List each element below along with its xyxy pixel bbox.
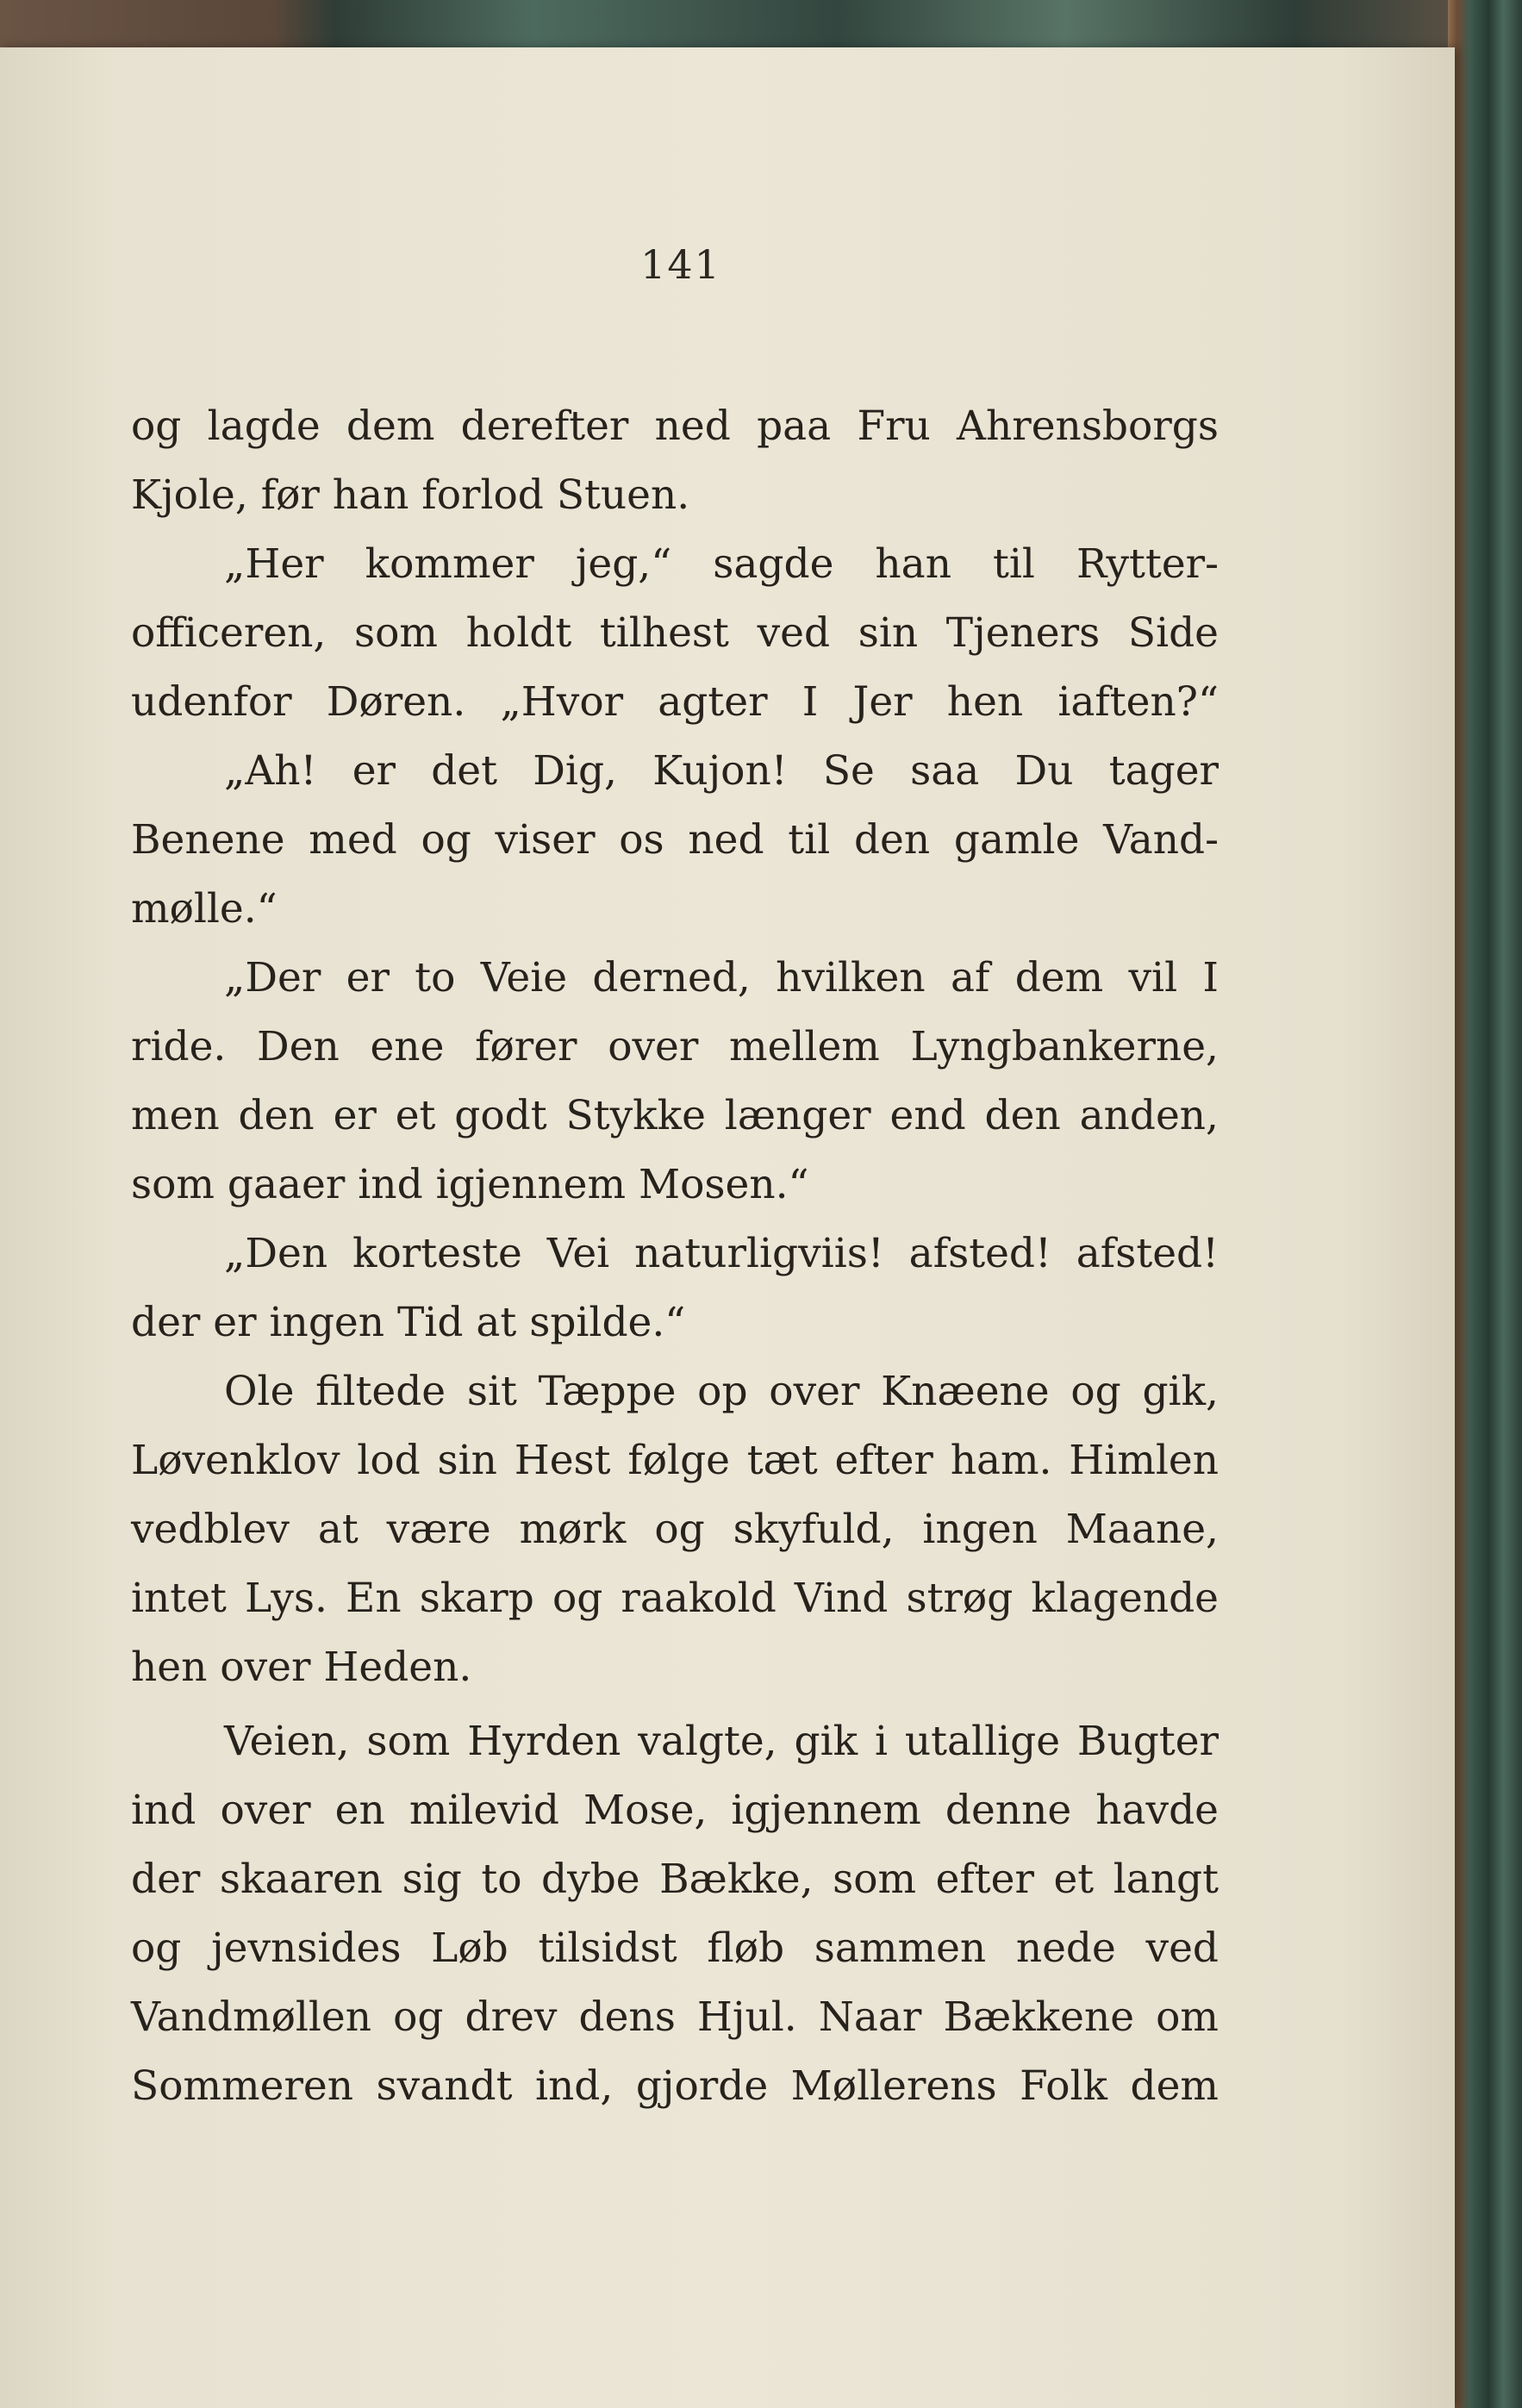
page-number: 141 [640, 241, 721, 288]
text-line: ind over en milevid Mose, igjennem denne havde [131, 1787, 1219, 1834]
text-line: Kjole, før han forlod Stuen. [131, 471, 690, 519]
text-line: udenfor Døren. „Hvor agter I Jer hen iaften?“ [131, 678, 1219, 726]
text-line: som gaaer ind igjennem Mosen.“ [131, 1161, 809, 1208]
text-line: hen over Heden. [131, 1644, 472, 1691]
book-spine-edge [1448, 0, 1522, 2408]
book-top-edge [0, 0, 1522, 53]
text-line: Løvenklov lod sin Hest følge tæt efter ham. Himlen [131, 1437, 1219, 1484]
text-line: vedblev at være mørk og skyfuld, ingen Maane, [131, 1506, 1219, 1553]
text-line: og jevnsides Løb tilsidst fløb sammen nede ved [131, 1925, 1219, 1972]
text-line: ride. Den ene fører over mellem Lyngbankerne, [131, 1023, 1219, 1070]
text-line: og lagde dem derefter ned paa Fru Ahrensborgs [131, 402, 1219, 450]
text-line: mølle.“ [131, 885, 278, 933]
text-line: „Der er to Veie derned, hvilken af dem vil I [224, 954, 1219, 1001]
text-line: „Ah! er det Dig, Kujon! Se saa Du tager [224, 747, 1219, 795]
text-line: der er ingen Tid at spilde.“ [131, 1299, 686, 1346]
text-line: men den er et godt Stykke længer end den anden, [131, 1092, 1219, 1139]
text-line: „Den korteste Vei naturligviis! afsted! afsted! [224, 1230, 1219, 1277]
text-line: Vandmøllen og drev dens Hjul. Naar Bækkene om [131, 1993, 1219, 2041]
body-text [131, 392, 1219, 2121]
text-line: Ole filtede sit Tæppe op over Knæene og gik, [224, 1368, 1219, 1415]
text-line: „Her kommer jeg,“ sagde han til Rytter- [224, 540, 1219, 588]
text-line: Benene med og viser os ned til den gamle Vand- [131, 816, 1219, 864]
text-line: Sommeren svandt ind, gjorde Møllerens Folk dem [131, 2062, 1219, 2110]
text-line: intet Lys. En skarp og raakold Vind strøg klagende [131, 1575, 1219, 1622]
text-line: Veien, som Hyrden valgte, gik i utallige Bugter [224, 1718, 1219, 1765]
book-page [0, 47, 1455, 2408]
text-line: der skaaren sig to dybe Bække, som efter et langt [131, 1856, 1219, 1903]
text-line: officeren, som holdt tilhest ved sin Tjeners Side [131, 609, 1219, 657]
